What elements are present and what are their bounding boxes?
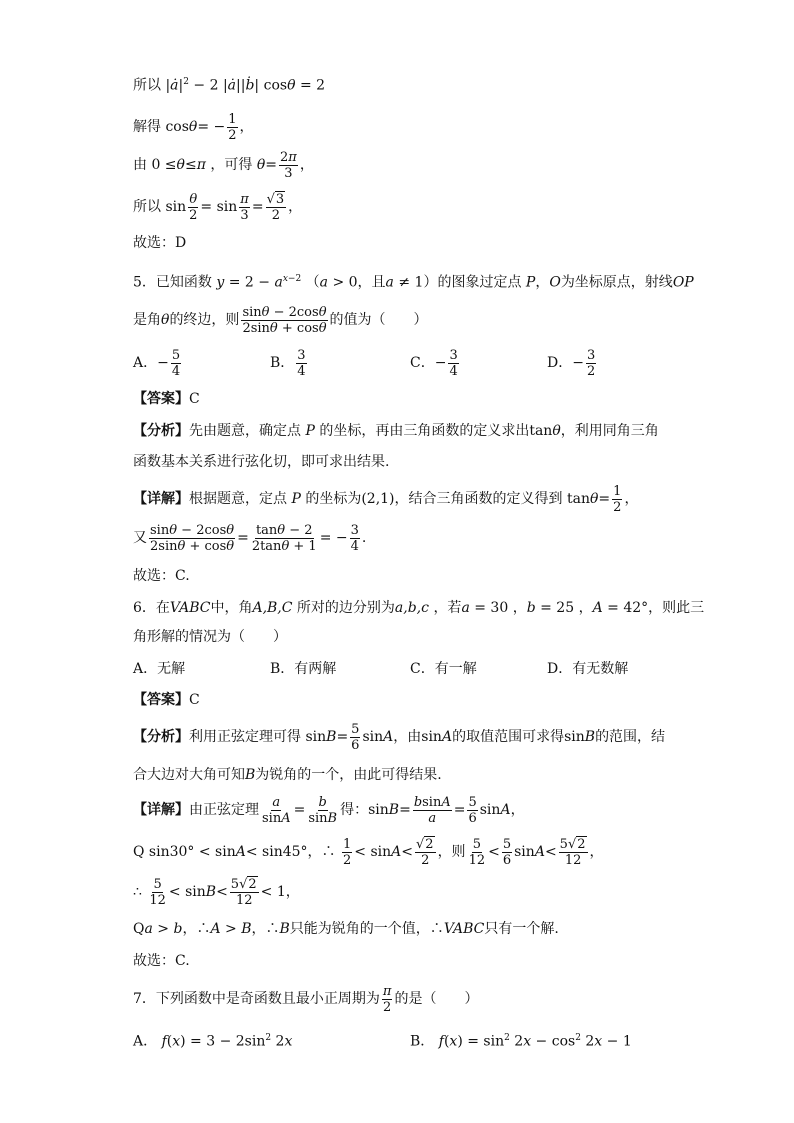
q6-option-c: C．有一解: [410, 661, 477, 677]
text: ，则此三: [648, 600, 705, 616]
q6-detail-line1: 【详解】 由正弦定理 $\frac{a}{\sin A}$ = $\frac{b}{\sin B}$ 得： sin B = $\frac{bsinA}{a}$ = $\frac{5}{6}$ sin A ，: [133, 794, 525, 826]
text: 的是（ ）: [394, 991, 479, 1007]
text: 得：: [340, 802, 369, 818]
text: 是角: [133, 312, 161, 328]
q5-stem-line2: 是角 θ 的终边，则 $\frac{\sin\theta - 2\cos\theta}{2\sin\theta + \cos\theta}$ 的值为（ ）: [133, 304, 428, 336]
q7-option-a: A． $f(x) = 3 - 2\sin^2$ 2x: [133, 1033, 293, 1050]
text: 的坐标，再由三角函数的定义求出: [319, 423, 530, 439]
q7-option-b: B． $f(x) = \sin^2 2x - \cos^2 2x - 1$: [410, 1033, 632, 1050]
text: 所以: [133, 199, 161, 215]
q5-option-b: B． $\frac{3}{4}$: [270, 347, 306, 379]
answer-label: 【答案】: [133, 692, 189, 708]
q6-option-a: A．无解: [133, 661, 186, 677]
answer-value: C: [189, 391, 200, 407]
text: ，可得: [210, 157, 253, 173]
text: ，∴: [251, 921, 280, 937]
text: 的取值范围可求得: [452, 729, 565, 745]
q6-stem-line1: 6．在VABC中，角A,B,C 所对的边分别为a,b,c ，若a = 30 ，b = 25 ，A = 42°，则此三: [133, 600, 705, 616]
text: 解得: [133, 119, 161, 135]
q6-detail-line2: Q sin30° < sin A < sin45°，∴ $\frac{1}{2}$ < sin A < $\frac{√2}{2}$ ，则 $\frac{5}{12}$ < $\frac{5}{6}$ sin A < $\frac{5√2}{12}$ ，: [133, 836, 604, 868]
text: 又: [133, 530, 147, 546]
text: 只有一个解.: [484, 921, 559, 937]
text: ，∴: [182, 921, 211, 937]
q5-analysis-line2: 函数基本关系进行弦化切，即可求出结果.: [133, 454, 390, 470]
text: ，由: [393, 729, 422, 745]
text: 的值为（ ）: [329, 312, 428, 328]
text: 中，角: [210, 600, 253, 616]
text: A．: [133, 355, 158, 371]
text: 由正弦定理: [189, 802, 259, 818]
text: 所以: [133, 77, 161, 94]
text: B．: [410, 1033, 435, 1050]
q5-detail-line2: 又 $\frac{\sin\theta - 2\cos\theta}{2\sin\theta + \cos\theta}$ = $\frac{\tan\theta - 2}{2\tan\theta + 1}$ = − $\frac{3}{4}$ .: [133, 522, 367, 554]
text: A．: [133, 1033, 158, 1050]
text: 合大边对大角可知: [133, 767, 245, 783]
text: B．: [270, 355, 295, 371]
text: 为坐标原点，射线: [560, 274, 673, 291]
text: （: [305, 274, 320, 291]
text: ，利用同角三角: [560, 423, 659, 439]
line-1: 所以 $|ȧ|^2 - 2$ |ȧ||ḃ| cosθ = 2: [133, 77, 326, 94]
q6-analysis-line2: 合大边对大角可知B为锐角的一个，由此可得结果.: [133, 767, 442, 783]
q5-detail-line1: 【详解】 根据题意，定点 P 的坐标为 (2,1) ，结合三角函数的定义得到 tan θ = $\frac{1}{2}$ ，: [133, 483, 639, 515]
text: 7．下列函数中是奇函数且最小正周期为: [133, 991, 380, 1007]
text: 利用正弦定理可得: [189, 729, 301, 745]
q6-select: 故选：C.: [133, 953, 190, 969]
line-3: 由 0 ≤ θ ≤ π ，可得 θ = $\frac{2\pi}{3}$ ，: [133, 149, 314, 181]
q6-analysis-line1: 【分析】 利用正弦定理可得 sin B = $\frac{5}{6}$ sin A ，由 sin A 的取值范围可求得 sin B 的范围，结: [133, 721, 666, 753]
analysis-label: 【分析】: [133, 729, 189, 745]
q5-option-a: A． − $\frac{5}{4}$: [133, 347, 181, 379]
text: ，结合三角函数的定义得到: [394, 491, 563, 507]
q5-option-d: D． − $\frac{3}{2}$: [547, 347, 596, 379]
text: ，: [535, 274, 550, 291]
text: Q: [133, 921, 145, 937]
q5-answer: [133, 390, 200, 408]
q5-select: 故选：C.: [133, 568, 190, 584]
text: ）的图象过定点: [423, 274, 522, 291]
text: ，且: [357, 274, 386, 291]
text: 6．在: [133, 600, 170, 616]
line-5: 故选：D: [133, 235, 187, 251]
text: 根据题意，定点: [189, 491, 287, 507]
text: 的终边，则: [169, 312, 240, 328]
text: 的范围，结: [595, 729, 666, 745]
line-2: 解得 cos θ = − $\frac{1}{2}$ ，: [133, 111, 254, 143]
text: = 2: [299, 77, 326, 94]
text: D．: [547, 355, 573, 371]
q6-stem-line2: 角形解的情况为（ ）: [133, 629, 287, 645]
answer-label: 【答案】: [133, 391, 189, 407]
q6-option-d: D．有无数解: [547, 661, 629, 677]
text: 先由题意，确定点: [189, 423, 301, 439]
q6-detail-line3: ∴ $\frac{5}{12}$ < sin B < $\frac{5√2}{12}$ < 1，: [133, 876, 300, 908]
detail-label: 【详解】: [133, 802, 189, 818]
q5-stem-line1: 5．已知函数 $y = 2 - a^{x-2}$ （a > 0，且a ≠ 1）的图象过定点 P，O为坐标原点，射线OP: [133, 274, 694, 291]
q6-answer: [133, 691, 200, 709]
analysis-label: 【分析】: [133, 423, 189, 439]
text: 5．已知函数: [133, 274, 212, 291]
answer-value: C: [189, 692, 200, 708]
text: 由: [133, 157, 147, 173]
text: ，则: [437, 844, 466, 860]
q6-option-b: B．有两解: [270, 661, 337, 677]
line-4: 所以 sin $\frac{\theta}{2}$ = sin $\frac{\pi}{3}$ = $\frac{√3}{2}$ ，: [133, 191, 303, 223]
q5-option-c: C． − $\frac{3}{4}$: [410, 347, 458, 379]
q5-analysis-line1: 【分析】先由题意，确定点 P 的坐标，再由三角函数的定义求出tanθ，利用同角三角: [133, 423, 659, 439]
text: 所对的边分别为: [296, 600, 395, 616]
q7-stem: 7．下列函数中是奇函数且最小正周期为 $\frac{\pi}{2}$ 的是（ ）: [133, 983, 479, 1015]
text: 为锐角的一个，由此可得结果.: [255, 767, 442, 783]
text: 只能为锐角的一个值，∴: [289, 921, 444, 937]
detail-label: 【详解】: [133, 491, 189, 507]
text: 的坐标为: [305, 491, 362, 507]
text: ，若: [433, 600, 462, 616]
text: C．: [410, 355, 435, 371]
q6-detail-line4: Qa > b，∴A > B，∴B只能为锐角的一个值，∴VABC只有一个解.: [133, 921, 559, 937]
